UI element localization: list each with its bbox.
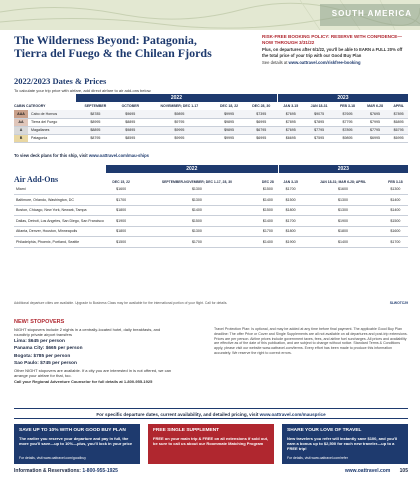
price-cell: $1700 [383, 237, 408, 248]
table-row [14, 237, 408, 248]
box-body: The earlier you reserve your departure and pay in full, the more you'll save—up to 10%—plus, you'll lock in your price [19, 436, 133, 447]
box-link[interactable]: For details, visit www.oattravel.com/refer [287, 455, 348, 460]
air-footnote [14, 301, 408, 305]
price-cell: $6995 [245, 134, 277, 142]
good-buy-plan-box [14, 424, 140, 464]
cabin-name: Tierra del Fuego [28, 118, 76, 126]
price-cell: $1700 [106, 195, 136, 206]
table2-header: JAN 3-15 [283, 180, 298, 184]
price-cell: $1400 [258, 237, 279, 248]
price-cell: $8995 [76, 118, 115, 126]
price-cell: $1800 [278, 205, 303, 216]
price-cell: $7595 [304, 134, 334, 142]
price-cell: $1400 [383, 205, 408, 216]
price-cell: $1300 [136, 184, 257, 195]
price-cell: $7795 [334, 118, 361, 126]
price-cell: $8895 [115, 118, 146, 126]
price-cell: $7795 [361, 126, 389, 134]
cabin-name: Magallanes [28, 126, 76, 134]
price-cell: $1500 [258, 184, 279, 195]
price-cell: $9995 [213, 134, 245, 142]
price-cell: $7695 [277, 110, 304, 118]
table2-year-2022: 2022 [106, 165, 278, 173]
price-cell: $1700 [136, 237, 257, 248]
terms-notes: Travel Protection Plan: Is optional, and may be added at any time before final payment. The applicable Good Buy Plan deadline: The offer Price or Cover and Single Supplements are all not available on all departures and post-trip extensions. Prices are per person. Airline prices include government taxes, fees, and airline fuel surcharges. All prices and availability are effective as of the date of this publication, and are subject to change without notice. Standard Terms & Conditions apply, please visit our website www.oattravel.com/terms. Every effort has been made to produce this information accurately. We reserve the right to correct errors. [214, 327, 408, 355]
stopover-price: Lima: $645 per person [14, 338, 65, 344]
region-label: SOUTH AMERICA [331, 9, 412, 18]
deck-plans-link[interactable]: www.oattravel.com/mau-ships [88, 153, 149, 158]
page-title: The Wilderness Beyond: Patagonia, Tierra del Fuego & the Chilean Fjords [14, 33, 212, 60]
stopovers-other: Other NIGHT stopovers are available. If a city you are interested in is not offered, we can arrange your airfare for that, too. [14, 367, 172, 379]
pricing-link-bar [14, 408, 408, 419]
price-cell: $7695 [361, 110, 389, 118]
table1-header: APRIL [393, 104, 404, 108]
price-cell: $7995 [361, 118, 389, 126]
price-cell: $1300 [303, 205, 383, 216]
price-cell: $9895 [115, 126, 146, 134]
price-cell: $6895 [389, 118, 408, 126]
price-cell: $9895 [213, 118, 245, 126]
price-cell: $7695 [334, 110, 361, 118]
intro-text: To calculate your trip price with airfare, add direct airfare to air add-ons below. [14, 88, 152, 93]
price-cell: $7795 [304, 126, 334, 134]
price-cell: $1800 [106, 226, 136, 237]
cabin-name: Patagonia [28, 134, 76, 142]
price-cell: $1600 [303, 184, 383, 195]
table2-header: DEC 15, 22 [112, 180, 130, 184]
box-body: FREE on your main trip & FREE on all extensions if sold out, be sure to call us about our Roommate Matching Program [153, 436, 269, 447]
stopovers-call: Call your Regional Adventure Counselor for full details at 1-800-955-1925 [14, 378, 153, 384]
table1-header: JAN 18-31 [310, 104, 328, 108]
table-row [14, 216, 408, 227]
departure-city: Dallas, Detroit, Los Angeles, San Diego, San Francisco [14, 216, 106, 227]
price-cell: $6695 [277, 134, 304, 142]
table1-year-2022: 2022 [76, 94, 277, 102]
cabin-code: AAA [14, 110, 28, 118]
box-heading: FREE SINGLE SUPPLEMENT [153, 428, 220, 433]
page-subtitle: 2022/2023 Dates & Prices [14, 76, 107, 86]
price-cell: $1500 [258, 205, 279, 216]
table-row [14, 134, 408, 142]
price-cell: $1400 [303, 237, 383, 248]
box-heading: SHARE YOUR LOVE OF TRAVEL [287, 428, 362, 433]
promo-link[interactable]: www.oattravel.com/riskfree-booking [288, 60, 361, 66]
price-cell: $9075 [304, 110, 334, 118]
refer-friend-box [282, 424, 408, 464]
price-cell: $1900 [303, 216, 383, 227]
table1-header: DEC 18, 22 [220, 104, 239, 108]
table2-header: DEC 28 [261, 180, 274, 184]
stopovers-heading: NEW! STOPOVERS [14, 319, 65, 325]
table-row [14, 184, 408, 195]
promo-body: Plus, on departures after 6/1/22, you'll be able to EARN a FULL 20% off the total price of your trip with our Good Buy Plan [262, 47, 403, 58]
price-cell: $1600 [383, 226, 408, 237]
box-link[interactable]: For details, visit www.oattravel.com/goodbuy [19, 455, 86, 460]
table-row [14, 110, 408, 118]
single-supplement-box [148, 424, 274, 464]
footer-phone[interactable]: 1-800-955-1925 [82, 468, 118, 474]
price-cell: $1300 [383, 184, 408, 195]
air-addons-title: Air Add-Ons [14, 175, 59, 184]
pricing-bar-prefix: For specific departure dates, current availability, and detailed pricing, visit [96, 412, 259, 417]
price-cell: $9695 [115, 110, 146, 118]
price-cell: $1500 [383, 216, 408, 227]
table-row [14, 195, 408, 206]
promo-heading: RISK-FREE BOOKING POLICY: RESERVE WITH CONFIDENCE—NOW THROUGH 3/31/22 [262, 34, 402, 45]
cabin-code: A [14, 126, 28, 134]
cabin-code: B [14, 134, 28, 142]
table2-header: JAN 18-31; MAR 6-28; APRIL [320, 180, 367, 184]
table1-year-2023: 2023 [277, 94, 408, 102]
price-cell: $7895 [304, 118, 334, 126]
cabin-price-table [14, 94, 408, 143]
table1-header: JAN 3-15 [283, 104, 299, 108]
footer-website[interactable]: www.oattravel.com [344, 468, 391, 474]
price-cell: $7695 [277, 126, 304, 134]
price-cell: $9895 [146, 110, 213, 118]
price-cell: $1800 [278, 226, 303, 237]
risk-free-promo [262, 34, 408, 66]
price-cell: $6995 [389, 134, 408, 142]
price-cell: $1900 [106, 216, 136, 227]
price-cell: $1400 [136, 205, 257, 216]
departure-city: Boston, Chicago, New York, Newark, Tampa [14, 205, 106, 216]
price-cell: $8795 [76, 134, 115, 142]
stopovers-text: NIGHT stopovers include 2 nights in a centrally-located hotel, daily breakfasts, and roundtrip private airport transfers [14, 327, 161, 338]
promo-link-prefix: See details at [262, 60, 288, 66]
price-cell: $1500 [106, 237, 136, 248]
cabin-name: Cabo de Hornos [28, 110, 76, 118]
box-body: New travelers you refer will instantly save $100, and you'll earn a bonus up to $2,500 for each new traveler—up to a FREE trip! [287, 436, 398, 452]
price-cell: $8785 [76, 110, 115, 118]
table1-header: OCTOBER [121, 104, 139, 108]
price-cell: $9895 [213, 126, 245, 134]
air-addons-table [14, 165, 408, 248]
price-cell: $1700 [278, 184, 303, 195]
stopover-price: Bogota: $785 per person [14, 353, 71, 359]
footer-info-label: Information & Reservations: [14, 468, 81, 474]
deck-plans-prefix: To view deck plans for this ship, visit [14, 153, 88, 158]
table1-header: SEPTEMBER [84, 104, 107, 108]
departure-city: Baltimore, Orlando, Washington, DC [14, 195, 106, 206]
price-cell: $7395 [245, 110, 277, 118]
price-cell: $9795 [146, 118, 213, 126]
price-cell: $1400 [258, 195, 279, 206]
price-cell: $1900 [278, 237, 303, 248]
price-cell: $1300 [136, 195, 257, 206]
price-cell: $1500 [278, 195, 303, 206]
deck-plans-note [14, 153, 149, 158]
table2-header: FEB 3-18 [388, 180, 403, 184]
price-cell: $8595 [115, 134, 146, 142]
price-cell: $1300 [303, 195, 383, 206]
header-map-banner [0, 0, 420, 30]
price-cell: $1700 [258, 226, 279, 237]
table2-year-2023: 2023 [278, 165, 408, 173]
price-cell: $1600 [106, 184, 136, 195]
page-number: 105 [399, 468, 408, 474]
price-cell: $6795 [389, 126, 408, 134]
air-footnote-text: Additional departure cities are available. Upgrade to Business Class may be available for the international portion of your flight. Call for details. [14, 301, 228, 305]
table1-header: DEC 28, 30 [252, 104, 271, 108]
table-row [14, 205, 408, 216]
price-cell: $6995 [245, 118, 277, 126]
price-cell: $6995 [361, 134, 389, 142]
price-cell: $6795 [245, 126, 277, 134]
box-heading: SAVE UP TO 10% WITH OUR GOOD BUY PLAN [19, 428, 126, 433]
stopover-price: Sao Paulo: $745 per person [14, 361, 77, 367]
departure-city: Philadelphia, Phoenix, Portland, Seattle [14, 237, 106, 248]
table-row [14, 118, 408, 126]
pricing-link[interactable]: www.oattravel.com/mausprice [259, 412, 326, 417]
price-cell: $1700 [278, 216, 303, 227]
price-cell: $9995 [213, 110, 245, 118]
footer-contact [14, 468, 118, 474]
price-cell: $1400 [383, 195, 408, 206]
table-row [14, 226, 408, 237]
footer-site [345, 468, 408, 474]
table1-header: CABIN CATEGORY [14, 104, 46, 108]
footnote-code: SLWOTC29 [389, 301, 408, 305]
table1-header: NOVEMBER; DEC 1-17 [160, 104, 199, 108]
departure-city: Atlanta, Denver, Houston, Minneapolis [14, 226, 106, 237]
price-cell: $1500 [136, 216, 257, 227]
price-cell: $1800 [303, 226, 383, 237]
price-cell: $1300 [136, 226, 257, 237]
price-cell: $7895 [277, 118, 304, 126]
table1-header: MAR 6-28 [367, 104, 384, 108]
price-cell: $1800 [106, 205, 136, 216]
price-cell: $1400 [258, 216, 279, 227]
price-cell: $9995 [146, 134, 213, 142]
cabin-code: AA [14, 118, 28, 126]
promo-link-line [262, 60, 408, 66]
price-cell: $7895 [334, 126, 361, 134]
price-cell: $9895 [334, 134, 361, 142]
stopover-price: Panama City: $665 per person [14, 346, 83, 352]
table1-header: FEB 3-18 [340, 104, 356, 108]
table-row [14, 126, 408, 134]
price-cell: $7895 [389, 110, 408, 118]
departure-city: Miami [14, 184, 106, 195]
price-cell: $9995 [146, 126, 213, 134]
stopovers-section [14, 327, 174, 384]
price-cell: $8895 [76, 126, 115, 134]
table2-header: SEPTEMBER-NOVEMBER; DEC 1-17, 28, 30 [161, 180, 232, 184]
